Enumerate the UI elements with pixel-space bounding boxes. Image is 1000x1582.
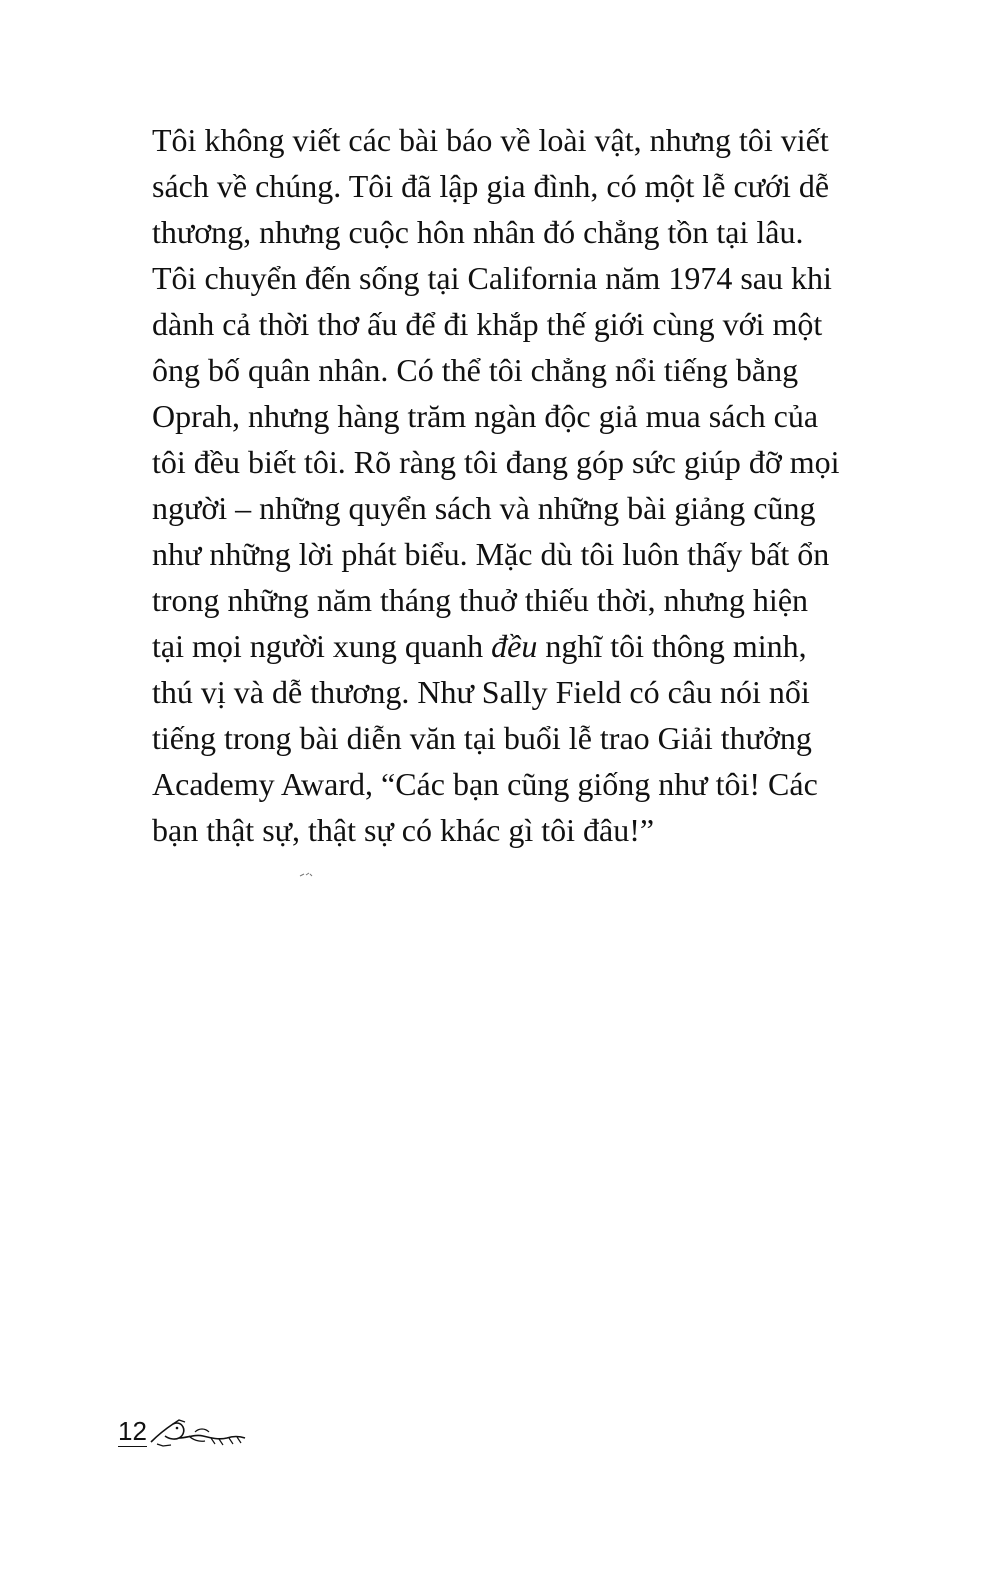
text-line: sách về chúng. Tôi đã lập gia đình, có một lễ cưới dễ xyxy=(152,168,830,204)
body-paragraph xyxy=(152,117,872,853)
text-line: Academy Award, “Các bạn cũng giống như tôi! Các xyxy=(152,766,818,802)
text-line: người – những quyển sách và những bài giảng cũng xyxy=(152,490,816,526)
text-line: ông bố quân nhân. Có thể tôi chẳng nổi tiếng bằng xyxy=(152,352,799,388)
text-line: dành cả thời thơ ấu để đi khắp thế giới cùng với một xyxy=(152,306,823,342)
dog-line-drawing-icon xyxy=(149,1414,249,1450)
print-speck-icon xyxy=(298,870,314,880)
text-line: Oprah, nhưng hàng trăm ngàn độc giả mua sách của xyxy=(152,398,819,434)
text-line: bạn thật sự, thật sự có khác gì tôi đâu!” xyxy=(152,812,655,848)
page-footer xyxy=(118,1412,249,1452)
text-line: thương, nhưng cuộc hôn nhân đó chẳng tồn tại lâu. xyxy=(152,214,804,250)
text-segment: nghĩ tôi thông minh, xyxy=(537,628,807,664)
text-line-with-emphasis xyxy=(152,623,872,669)
text-line: Tôi chuyển đến sống tại California năm 1974 sau khi xyxy=(152,260,832,296)
text-line: như những lời phát biểu. Mặc dù tôi luôn thấy bất ổn xyxy=(152,536,830,572)
text-line: thú vị và dễ thương. Như Sally Field có câu nói nổi xyxy=(152,674,810,710)
text-segment: tại mọi người xung quanh xyxy=(152,628,492,664)
emphasized-word: đều xyxy=(491,628,538,664)
text-line: tôi đều biết tôi. Rõ ràng tôi đang góp sức giúp đỡ mọi xyxy=(152,444,840,480)
page-number: 12 xyxy=(118,1415,147,1446)
text-line: trong những năm tháng thuở thiếu thời, nhưng hiện xyxy=(152,582,809,618)
text-line: tiếng trong bài diễn văn tại buổi lễ trao Giải thưởng xyxy=(152,720,812,756)
text-line: Tôi không viết các bài báo về loài vật, nhưng tôi viết xyxy=(152,122,829,158)
